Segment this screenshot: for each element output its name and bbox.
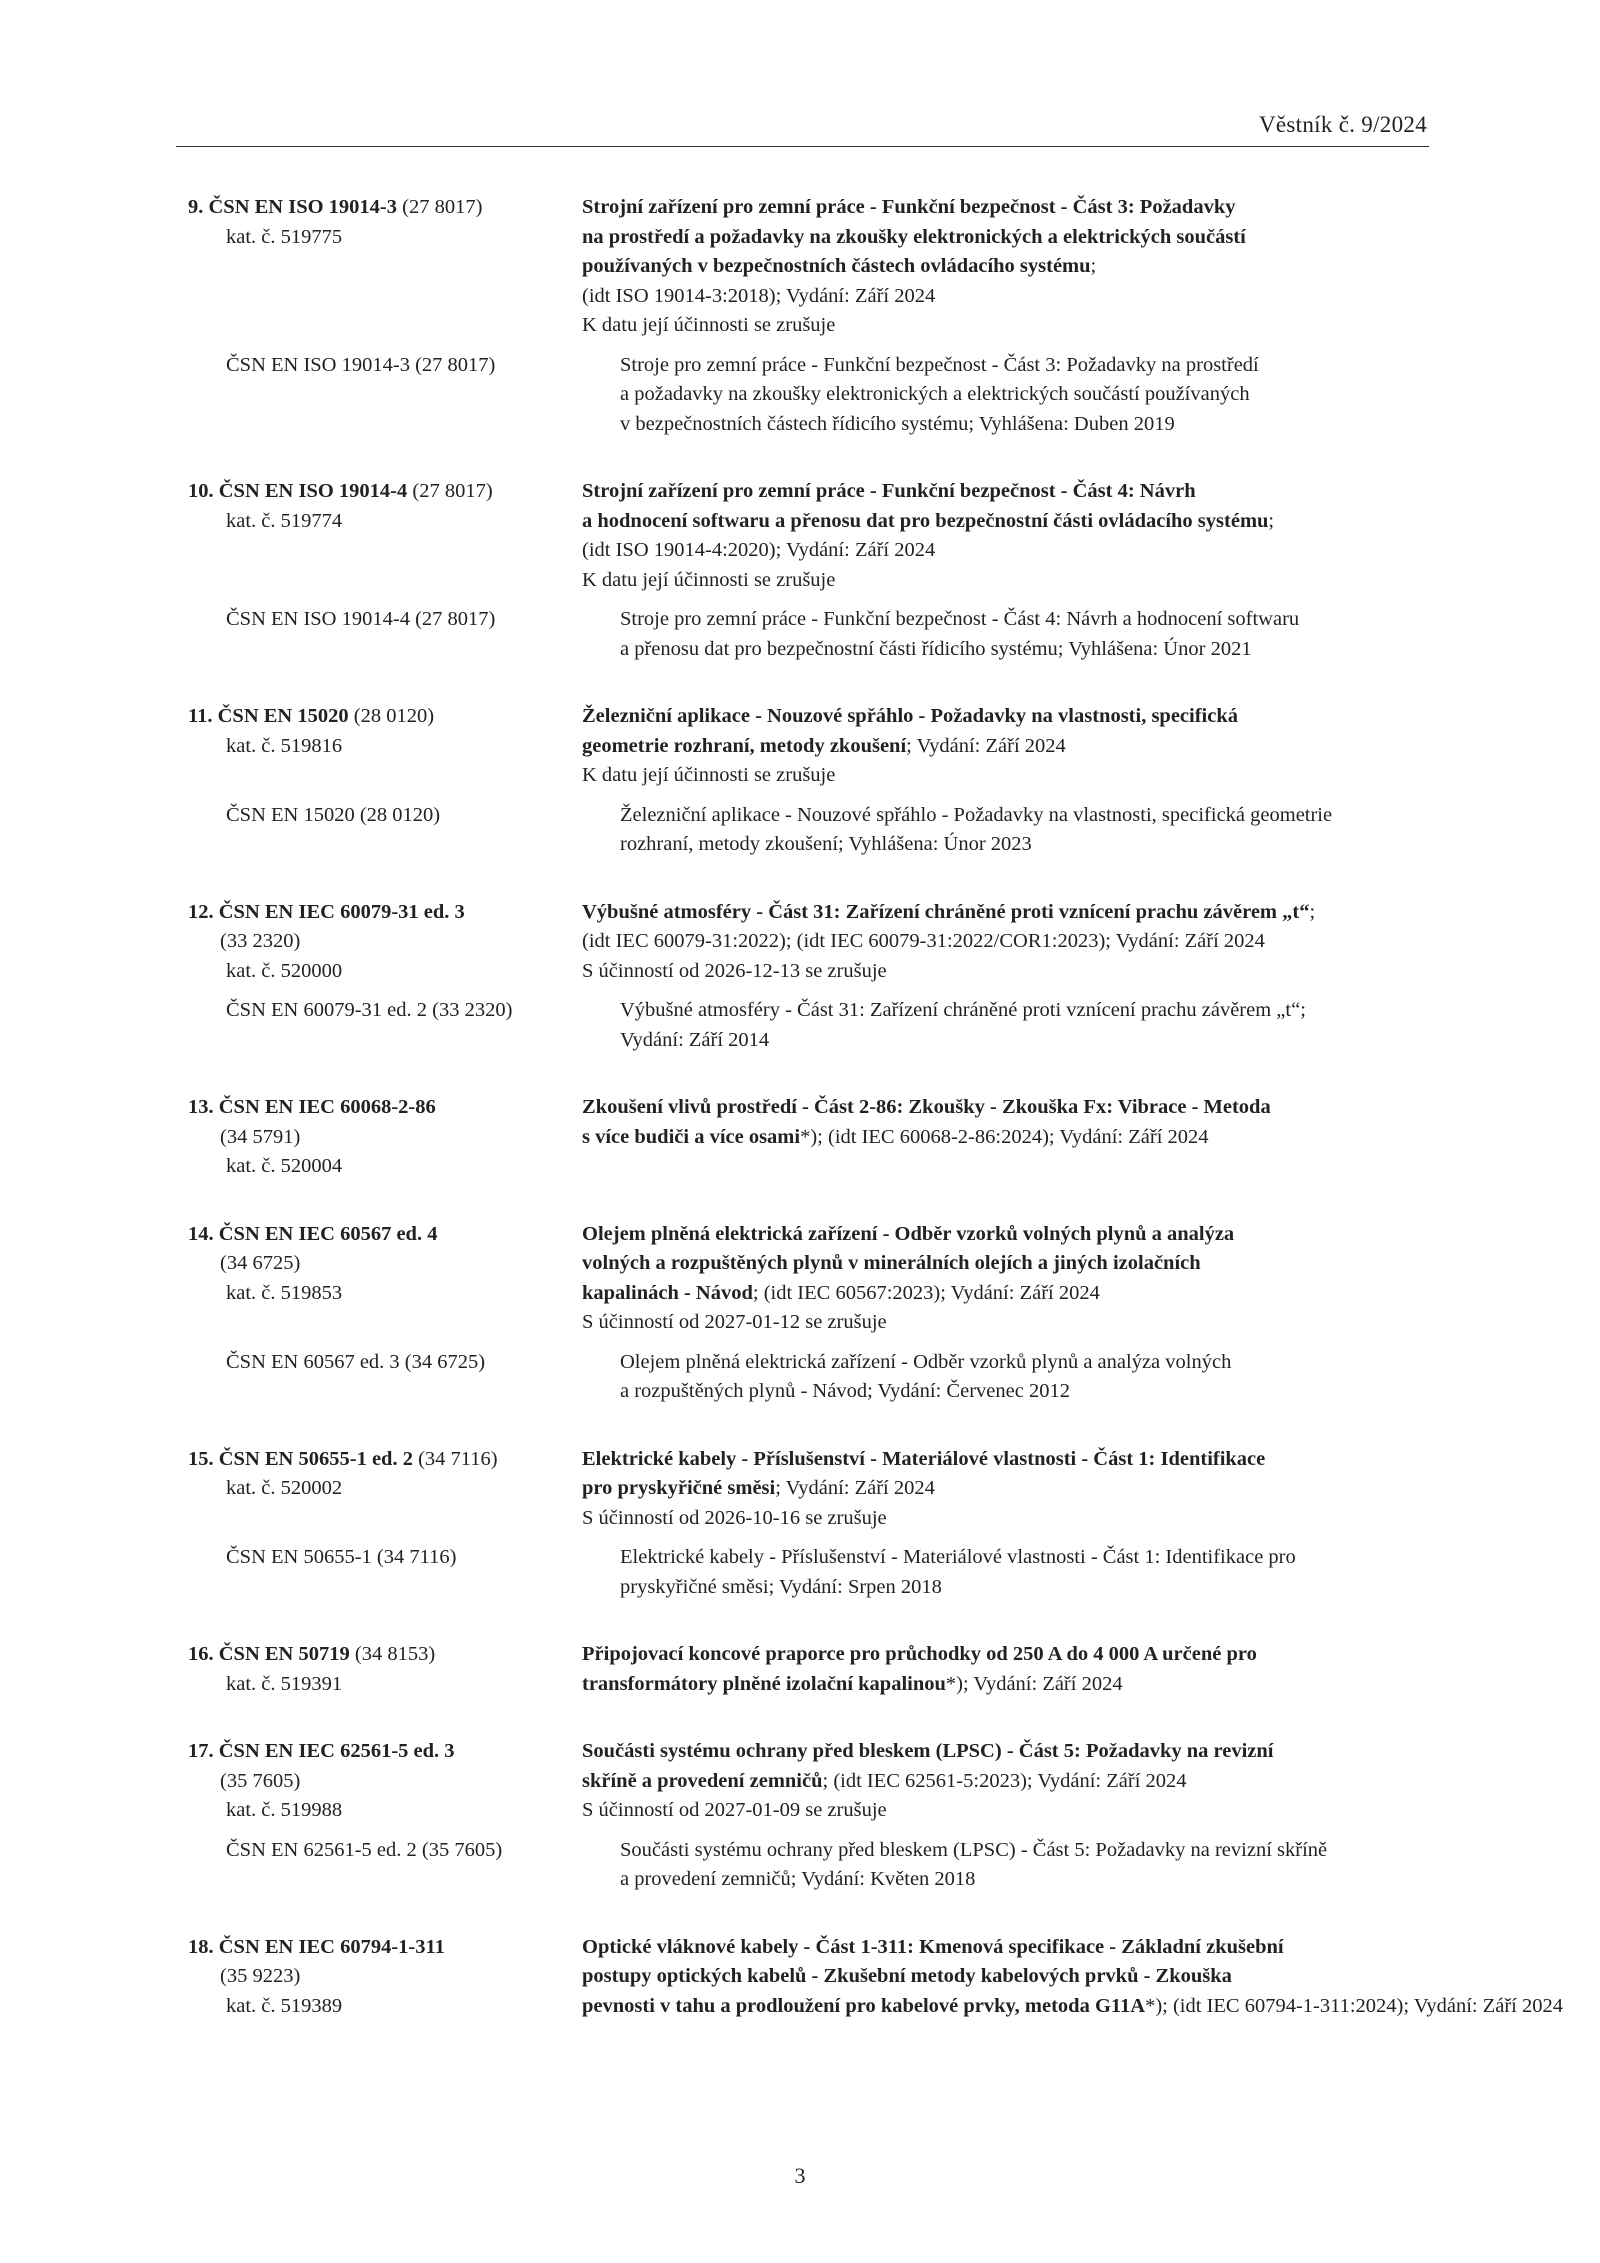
entry-description <box>582 1933 1563 2022</box>
standard-title: Elektrické kabely - Příslušenství - Materiálové vlastnosti - Část 1: Identifikace <box>582 1447 1266 1470</box>
standard-number-line <box>188 1445 582 1475</box>
effectivity-note: S účinností od 2027-01-09 se zrušuje <box>582 1799 887 1821</box>
title-line <box>582 477 1433 507</box>
entry-number: 12. <box>188 900 214 923</box>
separator: ; <box>1268 509 1275 532</box>
title-line <box>582 1123 1433 1153</box>
superseded-title-line: Stroje pro zemní práce - Funkční bezpečnost - Část 4: Návrh a hodnocení softwaru <box>620 608 1300 630</box>
classification-code: (28 0120) <box>353 705 435 727</box>
effectivity-note: S účinností od 2027-01-12 se zrušuje <box>582 1311 887 1333</box>
catalog-number: kat. č. 520004 <box>226 1155 343 1177</box>
standard-number-line <box>188 1737 582 1767</box>
effectivity-note: K datu její účinnosti se zrušuje <box>582 314 836 336</box>
entry-identifier <box>188 1220 582 1338</box>
standard-title: volných a rozpuštěných plynů v minerálních olejích a jiných izolačních <box>582 1252 1201 1274</box>
catalog-number: kat. č. 519816 <box>226 734 343 757</box>
entry-main-row <box>188 193 1433 341</box>
superseded-row <box>188 1543 1433 1602</box>
standard-number-line <box>188 1093 582 1123</box>
superseded-title-line: Elektrické kabely - Příslušenství - Materiálové vlastnosti - Část 1: Identifikace pro <box>620 1546 1296 1568</box>
standard-title: pevnosti v tahu a prodloužení pro kabelové prvky, metoda G11A <box>582 1994 1146 2017</box>
catalog-number: kat. č. 519988 <box>226 1799 343 1821</box>
superseded-row <box>188 801 1433 860</box>
classification-code: (33 2320) <box>220 930 301 952</box>
title-line <box>582 1933 1563 1963</box>
standard-entry <box>188 1933 1563 2022</box>
superseded-standard-code: ČSN EN 60079-31 ed. 2 (33 2320) <box>226 999 513 1021</box>
entry-main-row <box>188 1445 1433 1534</box>
standard-metadata: *); (idt IEC 60068-2-86:2024); Vydání: Září 2024 <box>800 1125 1209 1148</box>
entry-main-row <box>188 1933 1563 2022</box>
entry-number: 16. <box>188 1643 214 1665</box>
standard-metadata-line <box>582 282 1433 312</box>
title-line <box>582 1737 1433 1767</box>
superseded-standard-code: ČSN EN ISO 19014-3 (27 8017) <box>226 353 496 376</box>
classification-code: (35 7605) <box>220 1769 301 1792</box>
effectivity-note: K datu její účinnosti se zrušuje <box>582 568 836 591</box>
standard-title: Železniční aplikace - Nouzové spřáhlo - Požadavky na vlastnosti, specifická <box>582 705 1238 727</box>
standard-title: transformátory plněné izolační kapalinou <box>582 1672 946 1695</box>
standard-entry <box>188 898 1433 1056</box>
standard-title: geometrie rozhraní, metody zkoušení <box>582 734 907 757</box>
entry-identifier <box>188 477 582 595</box>
entry-description <box>582 193 1433 341</box>
title-line <box>582 1670 1433 1700</box>
separator: ; <box>1090 255 1097 277</box>
superseded-title-line: a rozpuštěných plynů - Návod; Vydání: Červenec 2012 <box>620 1380 1070 1402</box>
superseded-row <box>188 605 1433 664</box>
superseded-title-line: Součásti systému ochrany před bleskem (LPSC) - Část 5: Požadavky na revizní skříně <box>620 1838 1328 1861</box>
standard-title: pro pryskyřičné směsi <box>582 1477 776 1499</box>
catalog-number: kat. č. 520002 <box>226 1477 343 1499</box>
entry-number: 17. <box>188 1740 214 1762</box>
header-title: Věstník č. 9/2024 <box>1259 112 1427 137</box>
classification-code: (27 8017) <box>402 196 483 218</box>
standard-metadata: ; Vydání: Září 2024 <box>906 734 1066 757</box>
standard-title: Strojní zařízení pro zemní práce - Funkční bezpečnost - Část 3: Požadavky <box>582 196 1236 218</box>
entry-identifier <box>188 702 582 791</box>
entry-main-row <box>188 1093 1433 1182</box>
superseded-title-line: Železniční aplikace - Nouzové spřáhlo - Požadavky na vlastnosti, specifická geometrie <box>620 803 1333 826</box>
standard-metadata: (idt IEC 60079-31:2022); (idt IEC 60079-31:2022/COR1:2023); Vydání: Září 2024 <box>582 930 1265 952</box>
entry-main-row <box>188 702 1433 791</box>
entry-description <box>582 1737 1433 1826</box>
entry-identifier <box>188 1737 582 1826</box>
entry-description <box>582 477 1433 595</box>
standard-code: ČSN EN IEC 60079-31 ed. 3 <box>218 900 465 923</box>
standard-metadata-line <box>582 536 1433 566</box>
entry-identifier <box>188 1093 582 1182</box>
entry-identifier <box>188 193 582 341</box>
superseded-title-line: rozhraní, metody zkoušení; Vyhlášena: Únor 2023 <box>620 833 1032 855</box>
standard-code: ČSN EN 15020 <box>217 705 349 727</box>
entry-description <box>582 1093 1433 1182</box>
standard-title: Připojovací koncové praporce pro průchodky od 250 A do 4 000 A určené pro <box>582 1643 1257 1665</box>
standard-number-line <box>188 702 582 732</box>
standard-title: Optické vláknové kabely - Část 1-311: Kmenová specifikace - Základní zkušební <box>582 1935 1284 1958</box>
standard-number-line <box>188 193 582 223</box>
catalog-number: kat. č. 520000 <box>226 959 343 982</box>
standard-title: s více budiči a více osami <box>582 1125 801 1148</box>
superseded-standard-code: ČSN EN 15020 (28 0120) <box>226 803 441 826</box>
superseded-standard-code: ČSN EN 62561-5 ed. 2 (35 7605) <box>226 1838 503 1861</box>
standard-code: ČSN EN IEC 60068-2-86 <box>218 1096 436 1118</box>
standard-code: ČSN EN ISO 19014-4 <box>218 480 408 502</box>
standard-title: používaných v bezpečnostních částech ovládacího systému <box>582 255 1091 277</box>
superseded-standard-code: ČSN EN ISO 19014-4 (27 8017) <box>226 608 496 630</box>
superseded-standard-code: ČSN EN 60567 ed. 3 (34 6725) <box>226 1350 486 1373</box>
effectivity-note: S účinností od 2026-12-13 se zrušuje <box>582 959 887 982</box>
superseded-row <box>188 1348 1433 1407</box>
title-line <box>582 1640 1433 1670</box>
standard-title: postupy optických kabelů - Zkušební metody kabelových prvků - Zkouška <box>582 1965 1232 1987</box>
standard-code: ČSN EN IEC 62561-5 ed. 3 <box>218 1740 455 1762</box>
entry-number: 10. <box>188 480 214 502</box>
superseded-description <box>620 351 1433 440</box>
entry-number: 13. <box>188 1096 214 1118</box>
page-header <box>176 112 1429 147</box>
superseded-title-line: pryskyřičné směsi; Vydání: Srpen 2018 <box>620 1575 942 1598</box>
standard-metadata: ; (idt IEC 62561-5:2023); Vydání: Září 2024 <box>822 1769 1187 1792</box>
standard-entry <box>188 193 1433 439</box>
superseded-description <box>620 801 1433 860</box>
standard-title: Součásti systému ochrany před bleskem (LPSC) - Část 5: Požadavky na revizní <box>582 1740 1274 1762</box>
entry-identifier <box>188 898 582 987</box>
classification-code: (34 6725) <box>220 1252 301 1274</box>
entry-main-row <box>188 1640 1433 1699</box>
standard-code: ČSN EN IEC 60567 ed. 4 <box>218 1222 438 1245</box>
title-line <box>582 507 1433 537</box>
superseded-description <box>620 1836 1433 1895</box>
title-line <box>582 223 1433 253</box>
entry-description <box>582 898 1433 987</box>
entry-number: 18. <box>188 1935 214 1958</box>
entry-number: 11. <box>188 705 213 727</box>
standard-title: Strojní zařízení pro zemní práce - Funkční bezpečnost - Část 4: Návrh <box>582 480 1196 502</box>
superseded-title-line: a požadavky na zkoušky elektronických a elektrických součástí používaných <box>620 383 1250 405</box>
superseded-title-line: Stroje pro zemní práce - Funkční bezpečnost - Část 3: Požadavky na prostředí <box>620 353 1259 376</box>
standard-metadata: (idt ISO 19014-3:2018); Vydání: Září 2024 <box>582 284 936 307</box>
superseded-description <box>620 1543 1433 1602</box>
classification-code: (34 5791) <box>220 1125 301 1148</box>
superseded-title-line: v bezpečnostních částech řídicího systému; Vyhlášena: Duben 2019 <box>620 412 1175 435</box>
title-line <box>582 702 1433 732</box>
entry-main-row <box>188 1737 1433 1826</box>
classification-code: (35 9223) <box>220 1965 301 1987</box>
catalog-number: kat. č. 519774 <box>226 509 343 532</box>
standard-title: a hodnocení softwaru a přenosu dat pro bezpečnostní části ovládacího systému <box>582 509 1269 532</box>
standard-metadata: *); Vydání: Září 2024 <box>945 1672 1123 1695</box>
standard-title: kapalinách - Návod <box>582 1281 753 1304</box>
standard-entry <box>188 1737 1433 1895</box>
standards-list <box>188 193 1563 2059</box>
superseded-title-line: Olejem plněná elektrická zařízení - Odběr vzorků plynů a analýza volných <box>620 1350 1232 1373</box>
title-line <box>582 732 1433 762</box>
standard-number-line <box>188 1933 582 1963</box>
standard-title: Výbušné atmosféry - Část 31: Zařízení chráněné proti vznícení prachu závěrem „t“ <box>582 900 1310 923</box>
standard-code: ČSN EN ISO 19014-3 <box>208 196 398 218</box>
standard-title: Olejem plněná elektrická zařízení - Odběr vzorků volných plynů a analýza <box>582 1222 1235 1245</box>
title-line <box>582 1445 1433 1475</box>
title-line <box>582 1767 1433 1797</box>
entry-description <box>582 1640 1433 1699</box>
standard-title: skříně a provedení zemničů <box>582 1769 823 1792</box>
entry-main-row <box>188 898 1433 987</box>
superseded-description <box>620 996 1433 1055</box>
classification-code: (34 8153) <box>354 1643 436 1665</box>
entry-number: 15. <box>188 1447 214 1470</box>
superseded-title-line: Výbušné atmosféry - Část 31: Zařízení chráněné proti vznícení prachu závěrem „t“; <box>620 999 1306 1021</box>
standard-entry <box>188 1093 1433 1182</box>
separator: ; <box>1309 900 1316 923</box>
standard-number-line <box>188 1220 582 1250</box>
entry-description <box>582 702 1433 791</box>
entry-number: 9. <box>188 196 204 218</box>
classification-code: (34 7116) <box>418 1447 498 1470</box>
standard-code: ČSN EN 50655-1 ed. 2 <box>218 1447 413 1470</box>
standard-metadata: (idt ISO 19014-4:2020); Vydání: Září 2024 <box>582 539 936 561</box>
entry-identifier <box>188 1445 582 1534</box>
standard-entry <box>188 1445 1433 1603</box>
superseded-row <box>188 351 1433 440</box>
standard-number-line <box>188 1640 582 1670</box>
standard-metadata: ; (idt IEC 60567:2023); Vydání: Září 2024 <box>752 1281 1100 1304</box>
catalog-number: kat. č. 519391 <box>226 1672 343 1695</box>
standard-number-line <box>188 898 582 928</box>
standard-metadata: *); (idt IEC 60794-1-311:2024); Vydání: Září 2024 <box>1145 1994 1563 2017</box>
superseded-row <box>188 996 1433 1055</box>
title-line <box>582 1962 1563 1992</box>
standard-entry <box>188 702 1433 860</box>
superseded-row <box>188 1836 1433 1895</box>
title-line <box>582 1249 1433 1279</box>
standard-entry <box>188 1640 1433 1699</box>
title-line <box>582 252 1433 282</box>
superseded-title-line: Vydání: Září 2014 <box>620 1028 770 1051</box>
standard-title: na prostředí a požadavky na zkoušky elektronických a elektrických součástí <box>582 225 1246 248</box>
entry-description <box>582 1445 1433 1534</box>
entry-number: 14. <box>188 1222 214 1245</box>
effectivity-note: K datu její účinnosti se zrušuje <box>582 764 836 786</box>
standard-entry <box>188 477 1433 664</box>
page-number: 3 <box>794 2163 806 2188</box>
standard-code: ČSN EN IEC 60794-1-311 <box>218 1935 445 1958</box>
standard-title: Zkoušení vlivů prostředí - Část 2-86: Zkoušky - Zkouška Fx: Vibrace - Metoda <box>582 1096 1271 1118</box>
classification-code: (27 8017) <box>412 480 493 502</box>
title-line <box>582 1992 1563 2022</box>
standard-number-line <box>188 477 582 507</box>
superseded-description <box>620 1348 1433 1407</box>
entry-main-row <box>188 1220 1433 1338</box>
superseded-description <box>620 605 1433 664</box>
standard-metadata-line <box>582 927 1433 957</box>
title-line <box>582 193 1433 223</box>
catalog-number: kat. č. 519775 <box>226 225 343 248</box>
standard-code: ČSN EN 50719 <box>218 1643 350 1665</box>
entry-identifier <box>188 1640 582 1699</box>
catalog-number: kat. č. 519389 <box>226 1994 343 2017</box>
standard-metadata: ; Vydání: Září 2024 <box>775 1477 935 1499</box>
entry-description <box>582 1220 1433 1338</box>
effectivity-note: S účinností od 2026-10-16 se zrušuje <box>582 1506 887 1529</box>
catalog-number: kat. č. 519853 <box>226 1281 343 1304</box>
title-line <box>582 1474 1433 1504</box>
title-line <box>582 1279 1433 1309</box>
standard-entry <box>188 1220 1433 1407</box>
entry-identifier <box>188 1933 582 2022</box>
superseded-standard-code: ČSN EN 50655-1 (34 7116) <box>226 1546 457 1568</box>
superseded-title-line: a provedení zemničů; Vydání: Květen 2018 <box>620 1868 976 1890</box>
entry-main-row <box>188 477 1433 595</box>
title-line <box>582 1093 1433 1123</box>
title-line <box>582 1220 1433 1250</box>
title-line <box>582 898 1433 928</box>
superseded-title-line: a přenosu dat pro bezpečnostní části řídicího systému; Vyhlášena: Únor 2021 <box>620 637 1252 660</box>
